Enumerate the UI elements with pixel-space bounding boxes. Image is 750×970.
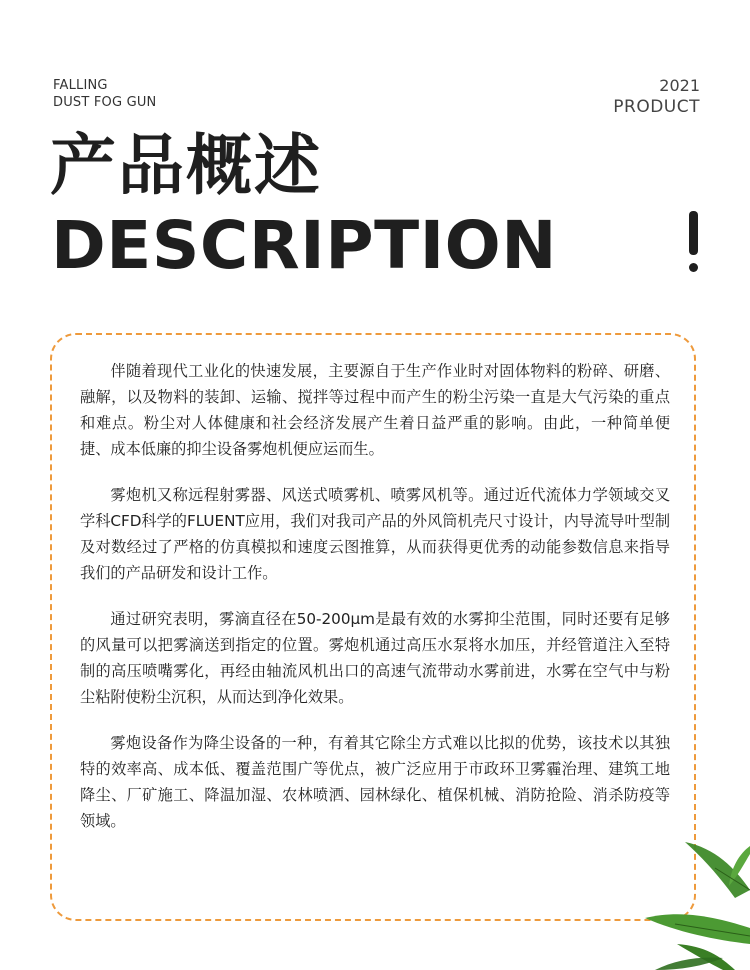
product-tag xyxy=(53,77,156,111)
year-product-tag xyxy=(613,76,700,118)
paragraph-4: 雾炮设备作为降尘设备的一种，有着其它除尘方式难以比拟的优势，该技术以其独特的效率高、成本低、覆盖范围广等优点，被广泛应用于市政环卫雾霾治理、建筑工地降尘、厂矿施工、降温加湿、农林喷洒、园林绿化、植保机械、消防抢险、消杀防疫等领域。 xyxy=(80,734,670,830)
page-title-en: DESCRIPTION xyxy=(51,207,558,284)
product-label: PRODUCT xyxy=(613,97,700,117)
exclamation-dot xyxy=(689,263,698,272)
product-tag-line2: DUST FOG GUN xyxy=(53,95,157,110)
exclamation-bar xyxy=(689,211,698,255)
paragraph-2: 雾炮机又称远程射雾器、风送式喷雾机、喷雾风机等。通过近代流体力学领域交叉学科CFD科学的FLUENT应用，我们对我司产品的外风筒机壳尺寸设计，内导流导叶型制及对数经过了严格的仿真模拟和速度云图推算，从而获得更优秀的动能参数信息来指导我们的产品研发和设计工作。 xyxy=(80,486,671,582)
product-tag-line1: FALLING xyxy=(53,78,108,93)
leaf-icon xyxy=(645,842,750,970)
year-label: 2021 xyxy=(659,76,700,95)
page-title-cn: 产品概述 xyxy=(50,127,322,204)
exclamation-icon xyxy=(689,211,698,273)
paragraph-1: 伴随着现代工业化的快速发展，主要源自于生产作业时对固体物料的粉碎、研磨、融解，以及物料的装卸、运输、搅拌等过程中而产生的粉尘污染一直是大气污染的重点和难点。粉尘对人体健康和社会经济发展产生着日益严重的影响。由此，一种简单便捷、成本低廉的抑尘设备雾炮机便应运而生。 xyxy=(80,362,670,458)
paragraph-3: 通过研究表明，雾滴直径在50-200μm是最有效的水雾抑尘范围，同时还要有足够的风量可以把雾滴送到指定的位置。雾炮机通过高压水泵将水加压，并经管道注入至特制的高压喷嘴雾化，再经由轴流风机出口的高速气流带动水雾前进，水雾在空气中与粉尘粘附使粉尘沉积，从而达到净化效果。 xyxy=(80,610,670,706)
leaf-decoration xyxy=(615,828,750,970)
description-content xyxy=(80,358,670,854)
